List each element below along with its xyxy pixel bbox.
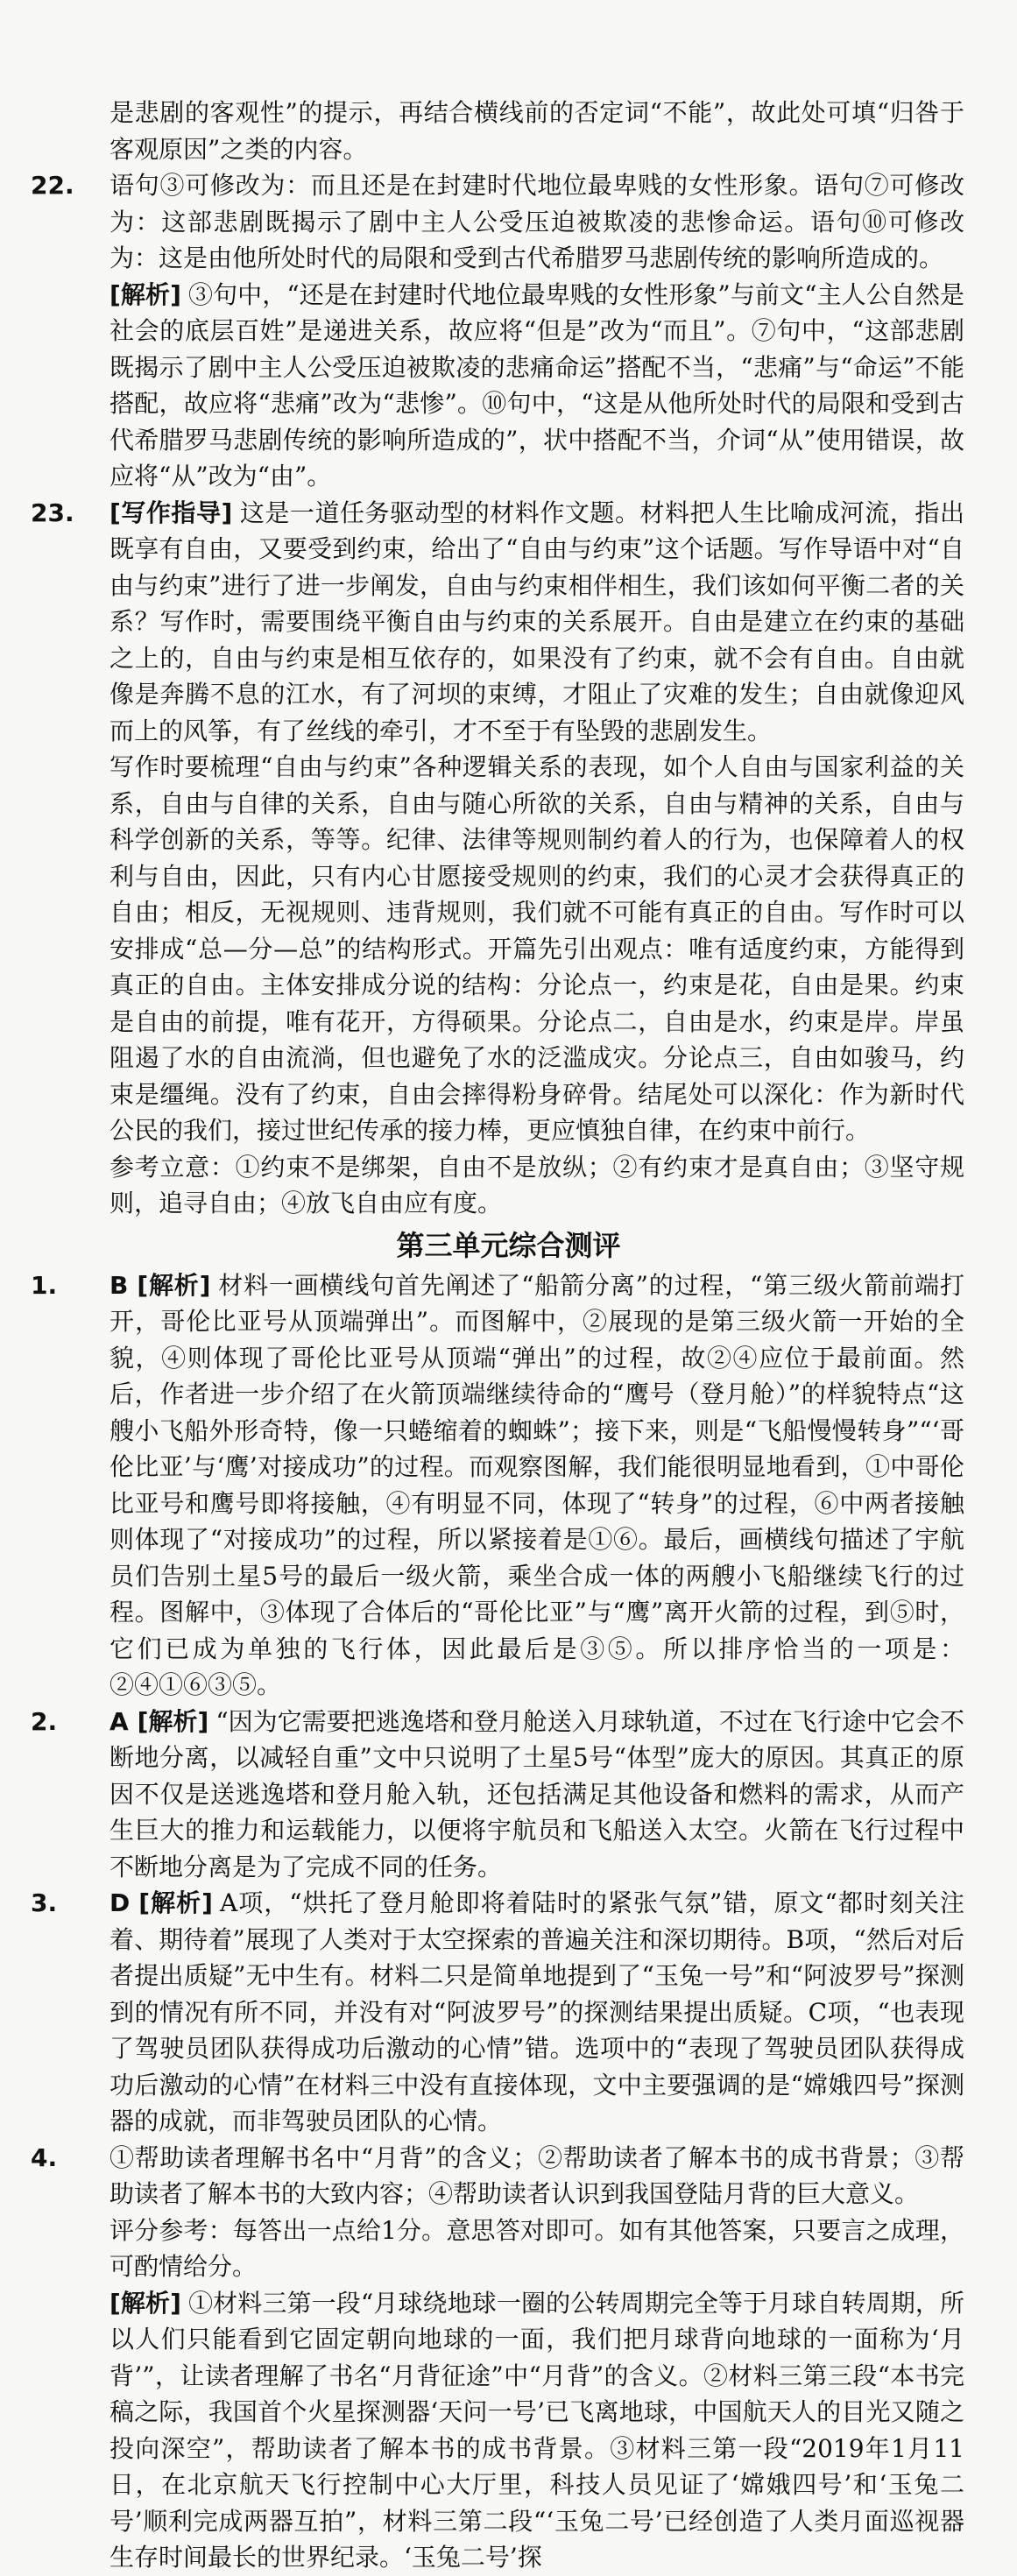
section-title: 第三单元综合测评 (396, 1228, 621, 1262)
scoring-reference: 评分参考：每答出一点给1分。意思答对即可。如有其他答案，只要言之成理，可酌情给分。 (109, 2215, 964, 2281)
analysis-paragraph (109, 277, 964, 495)
writing-guide-paragraph (109, 495, 964, 750)
question-number: 23. (31, 498, 74, 527)
question-22 (0, 167, 1017, 495)
analysis-tag: [解析] (109, 2288, 181, 2318)
answer-letter: A (109, 1706, 129, 1736)
analysis-tag: [解析] (137, 1706, 209, 1736)
question-number: 2. (31, 1706, 58, 1736)
analysis-text: ③句中，“还是在封建时代地位最卑贱的女性形象”与前文“主人公自然是社会的底层百姓”是递进关系，故应将“但是”改为“而且”。⑦句中，“这部悲剧既揭示了剧中主人公受压迫被欺凌的悲痛命运”搭配不当，“悲痛”与“命运”不能搭配，故应将“悲痛”改为“悲惨”。⑩句中，“这是从他所处时代的局限和受到古代希腊罗马悲剧传统的影响所造成的”，状中搭配不当，介词“从”使用错误，故应将“从”改为“由”。 (109, 279, 964, 490)
answer-text: ①帮助读者理解书名中“月背”的含义；②帮助读者了解本书的成书背景；③帮助读者了解本书的大致内容；④帮助读者认识到我国登陆月背的巨大意义。 (109, 2142, 964, 2208)
analysis-tag: [解析] (109, 279, 181, 309)
question-number: 3. (31, 1888, 58, 1917)
question-number: 4. (31, 2142, 58, 2172)
question-number: 22. (31, 171, 74, 200)
question-3 (0, 1885, 1017, 2140)
question-4 (0, 2140, 1017, 2576)
question-2 (0, 1704, 1017, 1886)
writing-guide-paragraph-2: 写作时要梳理“自由与约束”各种逻辑关系的表现，如个人自由与国家利益的关系，自由与自律的关系，自由与随心所欲的关系，自由与精神的关系，自由与科学创新的关系，等等。纪律、法律等规则制约着人的行为，也保障着人的权利与自由，因此，只有内心甘愿接受规则的约束，我们的心灵才会获得真正的自由；相反，无视规则、违背规则，我们就不可能有真正的自由。写作时可以安排成“总—分—总”的结构形式。开篇先引出观点：唯有适度约束，方能得到真正的自由。主体安排成分说的结构：分论点一，约束是花，自由是果。约束是自由的前提，唯有花开，方得硕果。分论点二，自由是水，约束是岸。岸虽阻遏了水的自由流淌，但也避免了水的泛滥成灾。分论点三，自由如骏马，约束是缰绳。没有了约束，自由会摔得粉身碎骨。结尾处可以深化：作为新时代公民的我们，接过世纪传承的接力棒，更应慎独自律，在约束中前行。 (109, 752, 964, 1145)
analysis-text: A项，“烘托了登月舱即将着陆时的紧张气氛”错，原文“都时刻关注着、期待着”展现了人类对于太空探索的普遍关注和深切期待。B项，“然后对后者提出质疑”无中生有。材料二只是简单地提到了“玉兔一号”和“阿波罗号”探测到的情况有所不同，并没有对“阿波罗号”的探测结果提出质疑。C项，“也表现了驾驶员团队获得成功后激动的心情”错。选项中的“表现了驾驶员团队获得成功后激动的心情”在材料三中没有直接体现，文中主要强调的是“嫦娥四号”探测器的成就，而非驾驶员团队的心情。 (109, 1888, 964, 2135)
answer-letter: B (109, 1270, 129, 1300)
answer-text: 语句③可修改为：而且还是在封建时代地位最卑贱的女性形象。语句⑦可修改为：这部悲剧既揭示了剧中主人公受压迫被欺凌的悲惨命运。语句⑩可修改为：这是由他所处时代的局限和受到古代希腊罗马悲剧传统的影响所造成的。 (109, 171, 964, 272)
answer-letter: D (109, 1888, 131, 1917)
analysis-text: 材料一画横线句首先阐述了“船箭分离”的过程，“第三级火箭前端打开，哥伦比亚号从顶端弹出”。而图解中，②展现的是第三级火箭一开始的全貌，④则体现了哥伦比亚号从顶端“弹出”的过程，故②④应位于最前面。然后，作者进一步介绍了在火箭顶端继续待命的“鹰号（登月舱）”的样貌特点“这艘小飞船外形奇特，像一只蜷缩着的蜘蛛”；接下来，则是“飞船慢慢转身”“‘哥伦比亚’与‘鹰’对接成功”的过程。而观察图解，我们能很明显地看到，①中哥伦比亚号和鹰号即将接触，④有明显不同，体现了“转身”的过程，⑥中两者接触则体现了“对接成功”的过程，所以紧接着是①⑥。最后，画横线句描述了宇航员们告别土星5号的最后一级火箭，乘坐合成一体的两艘小飞船继续飞行的过程。图解中，③体现了合体后的“哥伦比亚”与“鹰”离开火箭的过程，到⑤时，它们已成为单独的飞行体，因此最后是③⑤。所以排序恰当的一项是：②④①⑥③⑤。 (109, 1270, 964, 1699)
writing-guide-tag: [写作指导] (109, 498, 233, 527)
question-23 (0, 495, 1017, 1222)
reference-themes: 参考立意：①约束不是绑架，自由不是放纵；②有约束才是真自由；③坚守规则，追寻自由；④放飞自由应有度。 (109, 1152, 964, 1217)
analysis-text: “因为它需要把逃逸塔和登月舱送入月球轨道，不过在飞行途中它会不断地分离，以减轻自重”文中只说明了土星5号“体型”庞大的原因。其真正的原因不仅是送逃逸塔和登月舱入轨，还包括满足其他设备和燃料的需求，从而产生巨大的推力和运载能力，以便将宇航员和飞船送入太空。火箭在飞行过程中不断地分离是为了完成不同的任务。 (109, 1706, 964, 1881)
analysis-tag: [解析] (137, 1270, 211, 1300)
intro-paragraph: 是悲剧的客观性”的提示，再结合横线前的否定词“不能”，故此处可填“归咎于客观原因”之类的内容。 (109, 98, 964, 164)
question-1 (0, 1267, 1017, 1704)
writing-guide-text: 这是一道任务驱动型的材料作文题。材料把人生比喻成河流，指出既享有自由，又要受到约束，给出了“自由与约束”这个话题。写作导语中对“自由与约束”进行了进一步阐发，自由与约束相伴相生，我们该如何平衡二者的关系？写作时，需要围绕平衡自由与约束的关系展开。自由是建立在约束的基础之上的，自由与约束是相互依存的，如果没有了约束，就不会有自由。自由就像是奔腾不息的江水，有了河坝的束缚，才阻止了灾难的发生；自由就像迎风而上的风筝，有了丝线的牵引，才不至于有坠毁的悲剧发生。 (109, 498, 964, 745)
analysis-tag: [解析] (138, 1888, 213, 1917)
question-number: 1. (31, 1270, 58, 1300)
page-content (0, 95, 1017, 2576)
analysis-text: ①材料三第一段“月球绕地球一圈的公转周期完全等于月球自转周期，所以人们只能看到它固定朝向地球的一面，我们把月球背向地球的一面称为‘月背’”，让读者理解了书名“月背征途”中“月背”的含义。②材料三第三段“本书完稿之际，我国首个火星探测器‘天问一号’已飞离地球，中国航天人的目光又随之投向深空”，帮助读者了解本书的成书背景。③材料三第一段“2019年1月11日，在北京航天飞行控制中心大厅里，科技人员见证了‘嫦娥四号’和‘玉兔二号’顺利完成两器互拍”，材料三第二段“‘玉兔二号’已经创造了人类月面巡视器生存时间最长的世界纪录。‘玉兔二号’探 (109, 2288, 964, 2572)
